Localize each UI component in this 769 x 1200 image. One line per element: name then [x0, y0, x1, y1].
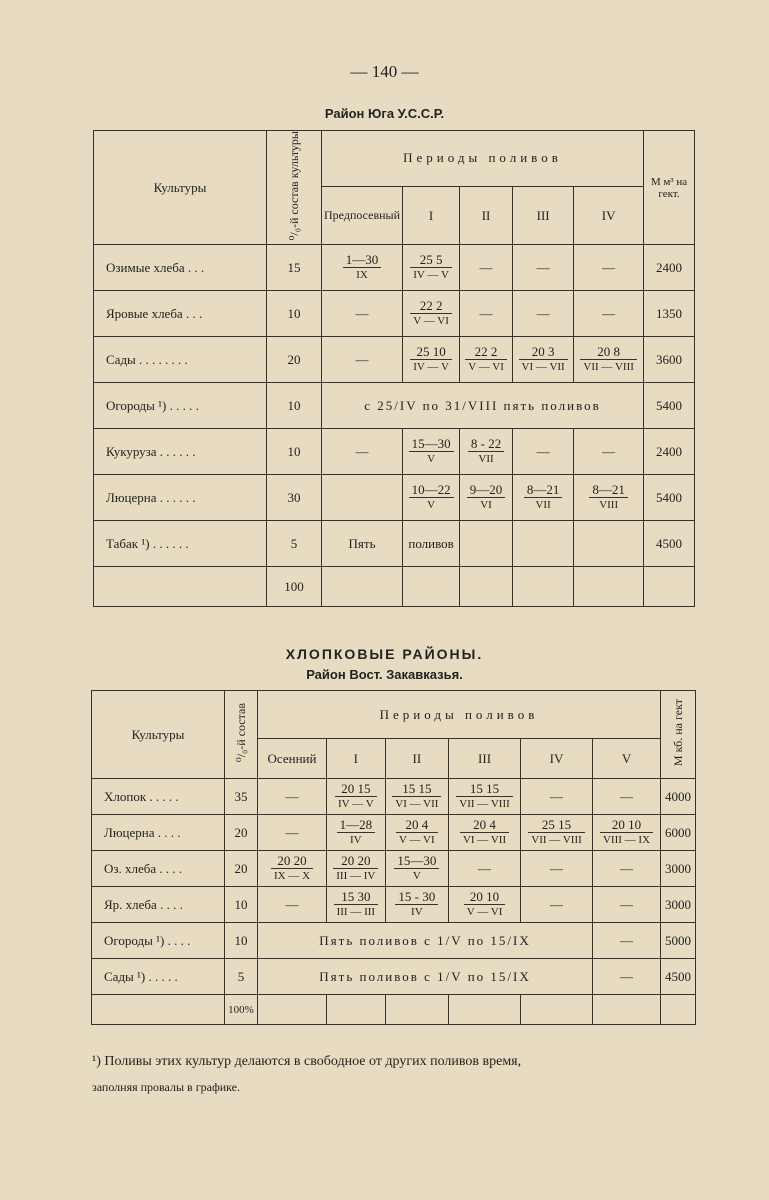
- period-head: III: [512, 186, 573, 244]
- period-cell: [327, 779, 386, 815]
- date-fraction: $\frac{10—22}{V}$: [409, 483, 454, 512]
- period-cell: —: [593, 779, 661, 815]
- table-row: [94, 291, 695, 337]
- col-culture: Культуры: [94, 131, 267, 245]
- col-m3-2: М кб. на гект: [661, 691, 696, 779]
- table2-body: [92, 779, 696, 995]
- period-cell: —: [593, 887, 661, 923]
- period-cell: —: [322, 429, 403, 475]
- page-number: — 140 —: [350, 62, 419, 81]
- total-share: 100: [267, 567, 322, 607]
- period-cell: [385, 851, 448, 887]
- table-row: [94, 521, 695, 567]
- date-fraction: $\frac{15 - 30}{IV}$: [395, 890, 438, 919]
- period-head-2: I: [327, 739, 386, 779]
- period-cell: [385, 887, 448, 923]
- table-row: [94, 383, 695, 429]
- m3-value: 5000: [661, 923, 696, 959]
- culture-name: Озимые хлеба . . .: [94, 245, 267, 291]
- period-cell: [403, 291, 460, 337]
- col-periods: Периоды поливов: [322, 131, 644, 187]
- share-value: 5: [225, 959, 258, 995]
- period-cell: —: [574, 429, 644, 475]
- m3-value: 3000: [661, 887, 696, 923]
- date-fraction: $\frac{22 2}{V — VI}$: [410, 299, 452, 328]
- period-cell: Пять: [322, 521, 403, 567]
- period-cell: [521, 815, 593, 851]
- section2-subtitle: Район Вост. Закавказья.: [306, 667, 463, 682]
- share-value: 10: [267, 383, 322, 429]
- culture-name: Сады . . . . . . . .: [94, 337, 267, 383]
- date-fraction: $\frac{25 15}{\text{VII — VIII}}$: [528, 818, 585, 847]
- m3-value: 5400: [644, 383, 695, 429]
- period-cell: [403, 245, 460, 291]
- m3-value: 4500: [661, 959, 696, 995]
- period-cell: [460, 337, 513, 383]
- table-row: [92, 887, 696, 923]
- date-fraction: $\frac{20 20}{\text{III — IV}}$: [333, 854, 378, 883]
- share-value: 15: [267, 245, 322, 291]
- period-cell: —: [593, 923, 661, 959]
- date-fraction: $\frac{20 4}{V — VI}$: [396, 818, 438, 847]
- m3-value: 6000: [661, 815, 696, 851]
- period-cell: [512, 337, 573, 383]
- table-row: [94, 475, 695, 521]
- table-east-transcaucasia: [91, 690, 696, 1025]
- date-fraction: $\frac{20 15}{IV — V}$: [335, 782, 377, 811]
- date-fraction: $\frac{15—30}{V}$: [409, 437, 454, 466]
- culture-name: Яр. хлеба . . . .: [92, 887, 225, 923]
- period-cell: [460, 429, 513, 475]
- culture-name: Табак ¹) . . . . . .: [94, 521, 267, 567]
- period-cell: [258, 851, 327, 887]
- m3-value: 4000: [661, 779, 696, 815]
- culture-name: Кукуруза . . . . . .: [94, 429, 267, 475]
- period-cell: —: [512, 245, 573, 291]
- table-row: [94, 429, 695, 475]
- period-head: II: [460, 186, 513, 244]
- period-cell: [574, 521, 644, 567]
- date-fraction: $\frac{15—30}{V}$: [394, 854, 439, 883]
- col-presowing: Предпосевный: [322, 186, 403, 244]
- share-value: 10: [225, 887, 258, 923]
- share-value: 30: [267, 475, 322, 521]
- share-value: 10: [225, 923, 258, 959]
- merged-cell: Пять поливов с 1/V по 15/IX: [258, 959, 593, 995]
- period-cell: —: [460, 245, 513, 291]
- period-cell: [574, 475, 644, 521]
- table-row: [94, 245, 695, 291]
- col-m3: М м³ на гект.: [644, 131, 695, 245]
- share-value: 20: [225, 851, 258, 887]
- period-head-2: IV: [521, 739, 593, 779]
- period-cell: [385, 779, 448, 815]
- period-cell: —: [512, 429, 573, 475]
- m3-value: 4500: [644, 521, 695, 567]
- col-culture-2: Культуры: [92, 691, 225, 779]
- culture-name: Огороды ¹) . . . .: [92, 923, 225, 959]
- m3-value: 2400: [644, 429, 695, 475]
- culture-name: Яровые хлеба . . .: [94, 291, 267, 337]
- col-periods-2: Периоды поливов: [258, 691, 661, 739]
- share-value: 5: [267, 521, 322, 567]
- date-fraction: $\frac{20 4}{\text{VI — VII}}$: [460, 818, 509, 847]
- period-cell: —: [460, 291, 513, 337]
- table-row: [92, 923, 696, 959]
- date-fraction: $\frac{20 3}{\text{VI — VII}}$: [519, 345, 568, 374]
- table1-body: [94, 245, 695, 567]
- period-cell: поливов: [403, 521, 460, 567]
- col-autumn: Осенний: [258, 739, 327, 779]
- period-cell: —: [521, 851, 593, 887]
- date-fraction: $\frac{1—30}{IX}$: [343, 253, 382, 282]
- table-row: [92, 851, 696, 887]
- period-cell: —: [449, 851, 521, 887]
- col-share-2: ⁰/₀-й состав: [225, 691, 258, 779]
- m3-value: 3000: [661, 851, 696, 887]
- period-cell: [460, 521, 513, 567]
- table-row: [92, 815, 696, 851]
- date-fraction: $\frac{25 10}{IV — V}$: [410, 345, 452, 374]
- period-cell: [327, 815, 386, 851]
- date-fraction: $\frac{20 10}{\text{VIII — IX}}$: [600, 818, 653, 847]
- period-cell: [512, 521, 573, 567]
- table-row: [92, 779, 696, 815]
- period-cell: [385, 815, 448, 851]
- share-value: 35: [225, 779, 258, 815]
- date-fraction: $\frac{15 30}{\text{III — III}}$: [334, 890, 378, 919]
- m3-value: 5400: [644, 475, 695, 521]
- period-cell: [449, 779, 521, 815]
- culture-name: Оз. хлеба . . . .: [92, 851, 225, 887]
- period-cell: —: [593, 851, 661, 887]
- period-cell: —: [574, 245, 644, 291]
- period-head-2: V: [593, 739, 661, 779]
- col-share: ⁰/₀-й состав культуры: [267, 131, 322, 245]
- table-row: [94, 337, 695, 383]
- date-fraction: $\frac{9—20}{VI}$: [467, 483, 506, 512]
- date-fraction: $\frac{20 20}{IX — X}$: [271, 854, 313, 883]
- section2-title: ХЛОПКОВЫЕ РАЙОНЫ.: [285, 646, 484, 662]
- share-value: 20: [225, 815, 258, 851]
- period-head-2: II: [385, 739, 448, 779]
- period-cell: [403, 429, 460, 475]
- culture-name: Сады ¹) . . . . .: [92, 959, 225, 995]
- date-fraction: $\frac{22 2}{V — VI}$: [465, 345, 507, 374]
- period-cell: —: [521, 779, 593, 815]
- date-fraction: $\frac{15 15}{\text{VII — VIII}}$: [456, 782, 513, 811]
- period-cell: [327, 851, 386, 887]
- period-cell: —: [521, 887, 593, 923]
- period-cell: —: [258, 779, 327, 815]
- culture-name: Люцерна . . . .: [92, 815, 225, 851]
- period-cell: [574, 337, 644, 383]
- culture-name: Огороды ¹) . . . . .: [94, 383, 267, 429]
- m3-value: 3600: [644, 337, 695, 383]
- section1-title: Район Юга У.С.С.Р.: [324, 106, 445, 121]
- date-fraction: $\frac{8—21}{\text{VIII}}$: [589, 483, 628, 512]
- period-cell: —: [574, 291, 644, 337]
- share-value: 10: [267, 291, 322, 337]
- period-cell: [512, 475, 573, 521]
- period-cell: [403, 337, 460, 383]
- date-fraction: $\frac{20 10}{V — VI}$: [464, 890, 506, 919]
- period-cell: —: [322, 337, 403, 383]
- date-fraction: $\frac{8—21}{\text{VII}}$: [524, 483, 563, 512]
- merged-cell: Пять поливов с 1/V по 15/IX: [258, 923, 593, 959]
- table-south-ussr: [93, 130, 695, 607]
- period-cell: —: [322, 291, 403, 337]
- period-cell: —: [258, 815, 327, 851]
- period-cell: [593, 815, 661, 851]
- period-cell: —: [593, 959, 661, 995]
- date-fraction: $\frac{20 8}{\text{VII — VIII}}$: [580, 345, 637, 374]
- total-share-2: 100%: [225, 995, 258, 1025]
- m3-value: 2400: [644, 245, 695, 291]
- period-cell: [322, 245, 403, 291]
- footnote: ¹) Поливы этих культур делаются в свободное от других поливов время,: [92, 1054, 522, 1069]
- period-cell: —: [258, 887, 327, 923]
- merged-cell: с 25/IV по 31/VIII пять поливов: [322, 383, 644, 429]
- period-head: IV: [574, 186, 644, 244]
- date-fraction: $\frac{25 5}{IV — V}$: [410, 253, 452, 282]
- period-cell: [449, 815, 521, 851]
- period-head: I: [403, 186, 460, 244]
- date-fraction: $\frac{8 - 22}{\text{VII}}$: [468, 437, 504, 466]
- date-fraction: $\frac{15 15}{\text{VI — VII}}$: [392, 782, 441, 811]
- period-cell: [449, 887, 521, 923]
- period-head-2: III: [449, 739, 521, 779]
- share-value: 20: [267, 337, 322, 383]
- period-cell: [322, 475, 403, 521]
- date-fraction: $\frac{1—28}{IV}$: [337, 818, 376, 847]
- m3-value: 1350: [644, 291, 695, 337]
- culture-name: Хлопок . . . . .: [92, 779, 225, 815]
- culture-name: Люцерна . . . . . .: [94, 475, 267, 521]
- share-value: 10: [267, 429, 322, 475]
- table-row: [92, 959, 696, 995]
- period-cell: [327, 887, 386, 923]
- period-cell: [460, 475, 513, 521]
- footnote-cont: заполняя провалы в графике.: [92, 1080, 241, 1094]
- period-cell: [403, 475, 460, 521]
- period-cell: —: [512, 291, 573, 337]
